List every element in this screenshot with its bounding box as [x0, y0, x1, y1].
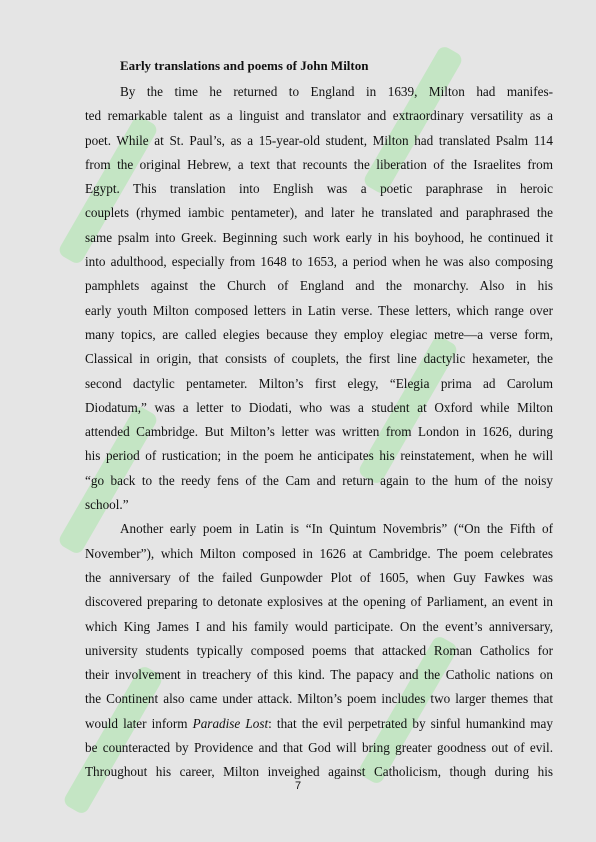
paragraph-line: university students typically composed poems that attacked Roman Catholics for — [85, 642, 553, 658]
paragraph-line: Diodatum,” was a letter to Diodati, who was a student at Oxford while Milton — [85, 399, 553, 415]
paragraph-line: the Continent also came under attack. Milton’s poem includes two larger themes that — [85, 691, 553, 707]
paragraph-2 — [85, 517, 553, 711]
paragraph-2-tail — [85, 736, 553, 785]
text-run: would later inform — [85, 715, 193, 731]
paragraph-line: his period of rustication; in the poem he anticipates his reinstatement, when he will — [85, 448, 553, 464]
paragraph-line: their involvement in treachery of this kind. The papacy and the Catholic nations on — [85, 667, 553, 683]
paragraph-line: November”), which Milton composed in 1626 at Cambridge. The poem celebrates — [85, 545, 553, 561]
text-run: : that the evil perpetrated by sinful humankind may — [268, 715, 553, 731]
paragraph-line: poet. While at St. Paul’s, as a 15-year-old student, Milton had translated Psalm 114 — [85, 132, 553, 148]
paragraph-line: couplets (rhymed iambic pentameter), and later he translated and paraphrased the — [85, 205, 553, 221]
paragraph-line: which King James I and his family would participate. On the event’s anniversary, — [85, 618, 553, 634]
paragraph-line: discovered preparing to detonate explosives at the opening of Parliament, an event in — [85, 594, 553, 610]
paragraph-line: By the time he returned to England in 1639, Milton had manifes- — [120, 84, 553, 99]
paragraph-line: the anniversary of the failed Gunpowder Plot of 1605, when Guy Fawkes was — [85, 569, 553, 585]
paragraph-line: attended Cambridge. But Milton’s letter was written from London in 1626, during — [85, 424, 553, 440]
paragraph-line: ted remarkable talent as a linguist and translator and extraordinary versatility as a — [85, 108, 553, 124]
italic-title: Paradise Lost — [192, 715, 269, 731]
paragraph-line: school.” — [85, 497, 129, 513]
paragraph-line: be counteracted by Providence and that God will bring greater goodness out of evil. — [85, 740, 553, 756]
paragraph-line: from the original Hebrew, a text that recounts the liberation of the Israelites from — [85, 156, 553, 172]
paragraph-line: Throughout his career, Milton inveighed against Catholicism, though during his — [85, 764, 553, 780]
paragraph-line: early youth Milton composed letters in Latin verse. These letters, which range over — [85, 302, 553, 318]
section-heading: Early translations and poems of John Milton — [120, 58, 369, 73]
page-number: 7 — [294, 780, 302, 792]
paragraph-line: into adulthood, especially from 1648 to 1653, a period when he was also composing — [85, 254, 553, 270]
paragraph-line: same psalm into Greek. Beginning such work early in his boyhood, he continued it — [85, 229, 553, 245]
paragraph-line-italic — [85, 712, 553, 736]
paragraph-line: pamphlets against the Church of England and the monarchy. Also in his — [85, 278, 553, 294]
paragraph-line: Classical in origin, that consists of couplets, the first line dactylic hexameter, the — [85, 351, 553, 367]
paragraph-line: second dactylic pentameter. Milton’s first elegy, “Elegia prima ad Carolum — [85, 375, 553, 391]
paragraph-1 — [85, 80, 553, 517]
paragraph-line: Another early poem in Latin is “In Quintum Novembris” (“On the Fifth of — [120, 521, 553, 537]
paragraph-line: many topics, are called elegies because they employ elegiac metre—a verse form, — [85, 326, 553, 342]
paragraph-line: “go back to the reedy fens of the Cam and return again to the hum of the noisy — [85, 472, 553, 488]
document-body — [85, 56, 553, 785]
paragraph-line: Egypt. This translation into English was a poetic paraphrase in heroic — [85, 181, 553, 197]
